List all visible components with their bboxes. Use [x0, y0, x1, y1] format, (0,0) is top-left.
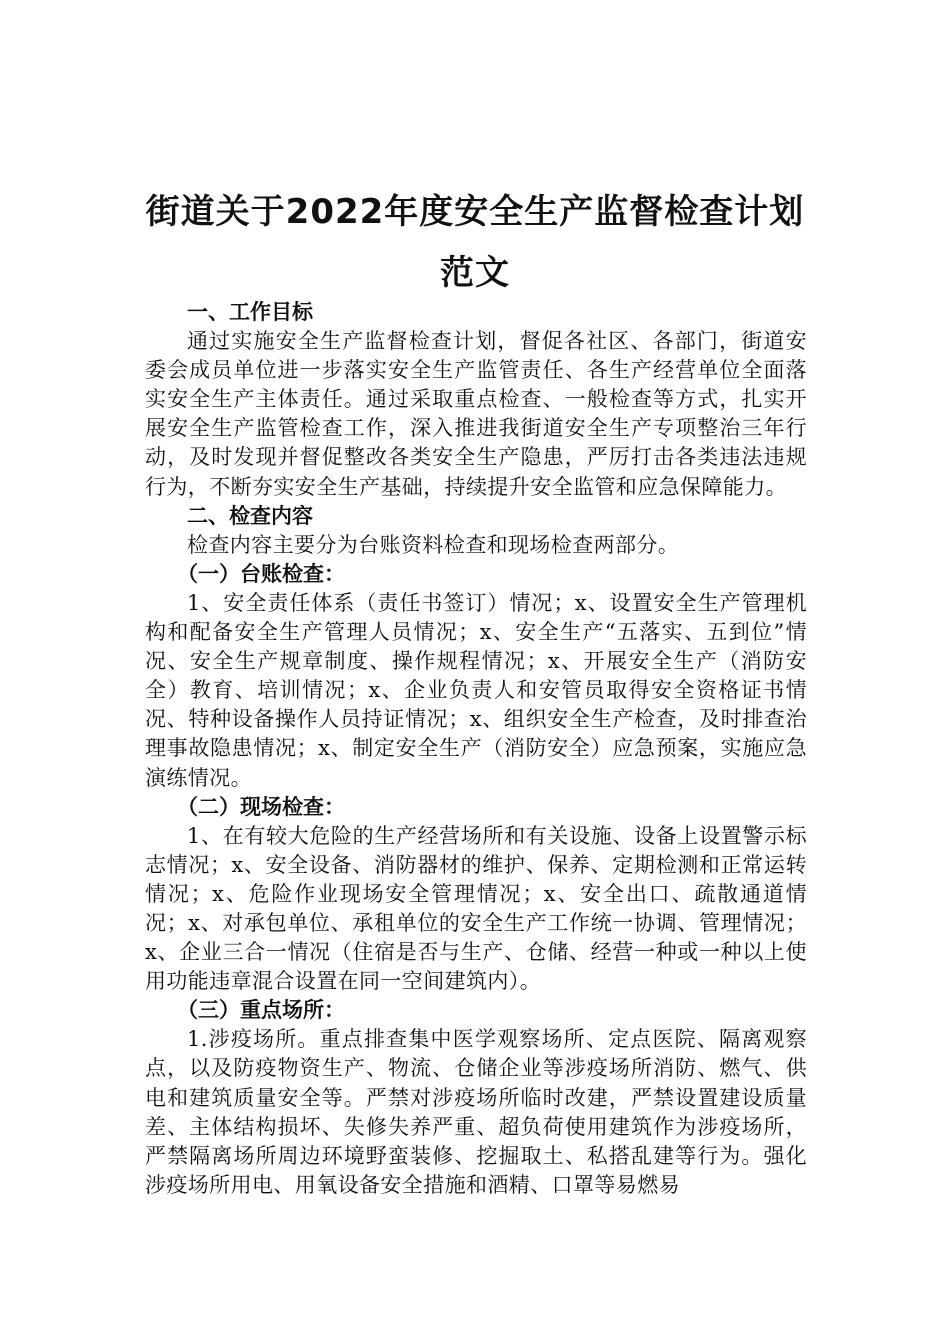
- subsection-site-check-text: 1、在有较大危险的生产经营场所和有关设施、设备上设置警示标志情况；x、安全设备、消防器材的维护、保养、定期检测和正常运转情况；x、危险作业现场安全管理情况；x、安全出口、疏散通道情况；x、对承包单位、承租单位的安全生产工作统一协调、管理情况；x、企业三合一情况（住宿是否与生产、仓储、经营一种或一种以上使用功能违章混合设置在同一空间建筑内）。: [145, 823, 807, 994]
- document-body: [145, 298, 807, 1200]
- section-heading-goals: 一、工作目标: [187, 300, 313, 324]
- section-inspection-content-paragraph: 检查内容主要分为台账资料检查和现场检查两部分。: [187, 532, 680, 557]
- document-title-continuation: 范文: [440, 253, 510, 293]
- subsection-heading-site-check: （二）现场检查：: [177, 794, 345, 819]
- subsection-heading-ledger-check: （一）台账检查：: [177, 561, 345, 586]
- subsection-key-sites-text: 1.涉疫场所。重点排查集中医学观察场所、定点医院、隔离观察点，以及防疫物资生产、物流、仓储企业等涉疫场所消防、燃气、供电和建筑质量安全等。严禁对涉疫场所临时改建，严禁设置建设质量差、主体结构损坏、失修失养严重、超负荷使用建筑作为涉疫场所，严禁隔离场所周边环境野蛮装修、挖掘取土、私搭乱建等行为。强化涉疫场所用电、用氧设备安全措施和酒精、口罩等易燃易: [145, 1027, 807, 1197]
- subsection-heading-key-sites: （三）重点场所：: [177, 998, 345, 1023]
- document-title: 街道关于2022年度安全生产监督检查计划: [145, 192, 805, 232]
- section-goals-paragraph: 通过实施安全生产监督检查计划，督促各社区、各部门，街道安委会成员单位进一步落实安全生产监管责任、各生产经营单位全面落实安全生产主体责任。通过采取重点检查、一般检查等方式，扎实开展安全生产监管检查工作，深入推进我街道安全生产专项整治三年行动，及时发现并督促整改各类安全生产隐患，严厉打击各类违法违规行为，不断夯实安全生产基础，持续提升安全监管和应急保障能力。: [145, 329, 807, 499]
- section-heading-inspection-content: 二、检查内容: [187, 503, 313, 528]
- subsection-ledger-check-text: 1、安全责任体系（责任书签订）情况；x、设置安全生产管理机构和配备安全生产管理人员情况；x、安全生产“五落实、五到位”情况、安全生产规章制度、操作规程情况；x、开展安全生产（消防安全）教育、培训情况；x、企业负责人和安管员取得安全资格证书情况、特种设备操作人员持证情况；x、组织安全生产检查，及时排查治理事故隐患情况；x、制定安全生产（消防安全）应急预案，实施应急演练情况。: [145, 590, 807, 790]
